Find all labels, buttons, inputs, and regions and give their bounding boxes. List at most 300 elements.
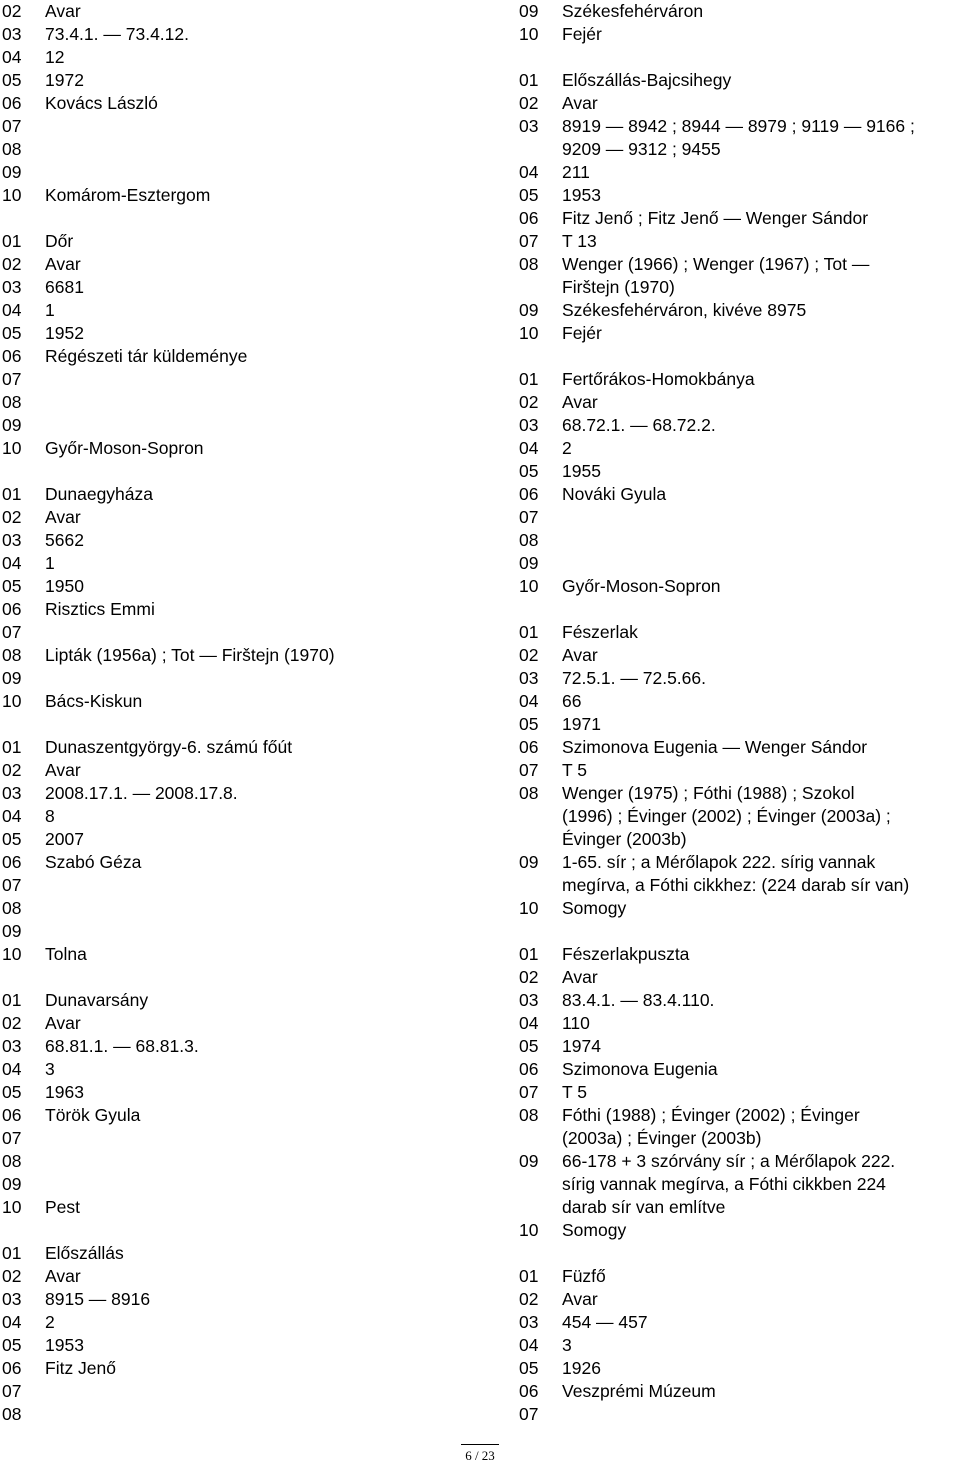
field-code: 08	[2, 1151, 22, 1171]
record-field-row	[2, 529, 502, 552]
record-entry	[2, 230, 502, 460]
field-value: T 5	[562, 760, 587, 780]
record-field-row	[2, 184, 502, 207]
field-value	[45, 621, 502, 644]
record-field-row	[519, 529, 960, 552]
field-value: 8919 — 8942 ; 8944 — 8979 ; 9119 — 9166 ; 9209 — 9312 ; 9455	[562, 116, 915, 159]
record-field-row	[2, 69, 502, 92]
record-field-row	[2, 23, 502, 46]
field-value	[45, 414, 502, 437]
record-field-row	[519, 161, 960, 184]
field-code: 07	[519, 507, 539, 527]
field-value: Fóthi (1988) ; Évinger (2002) ; Évinger (2003a) ; Évinger (2003b)	[562, 1105, 860, 1148]
field-value: Fészerlakpuszta	[562, 944, 690, 964]
field-code: 03	[519, 116, 539, 136]
field-code: 04	[519, 1013, 539, 1033]
field-value: 66-178 + 3 szórvány sír ; a Mérőlapok 222. sírig vannak megírva, a Fóthi cikkben 224 darab sír van említve	[562, 1151, 896, 1217]
record-field-row	[2, 736, 502, 759]
field-value	[45, 368, 502, 391]
field-code: 07	[2, 622, 22, 642]
field-value: 73.4.1. — 73.4.12.	[45, 24, 189, 44]
field-code: 10	[2, 944, 22, 964]
field-value: 211	[562, 162, 590, 182]
field-value	[45, 1380, 502, 1403]
record-field-row	[2, 1196, 502, 1219]
field-value	[45, 1173, 502, 1196]
field-value: 72.5.1. — 72.5.66.	[562, 668, 706, 688]
field-code: 01	[519, 70, 539, 90]
record-field-row	[2, 46, 502, 69]
record-field-row	[519, 1104, 960, 1150]
record-field-row	[519, 966, 960, 989]
field-value	[562, 552, 960, 575]
field-value	[562, 506, 960, 529]
record-field-row	[519, 437, 960, 460]
record-field-row	[519, 552, 960, 575]
page-number: 6 / 23	[461, 1444, 499, 1467]
record-field-row	[519, 207, 960, 230]
record-field-row	[2, 644, 502, 667]
field-code: 02	[2, 1266, 22, 1286]
record-field-row	[2, 690, 502, 713]
record-field-row	[519, 1150, 960, 1219]
record-field-row	[2, 276, 502, 299]
field-value: Fejér	[562, 323, 602, 343]
field-value: Wenger (1975) ; Fóthi (1988) ; Szokol (1996) ; Évinger (2002) ; Évinger (2003a) ; Évinger (2003b)	[562, 783, 891, 849]
record-field-row	[2, 598, 502, 621]
field-code: 02	[519, 967, 539, 987]
field-code: 03	[519, 1312, 539, 1332]
record-field-row	[2, 1311, 502, 1334]
field-code: 09	[2, 1174, 22, 1194]
field-code: 05	[519, 461, 539, 481]
field-code: 10	[519, 24, 539, 44]
record-field-row	[2, 1288, 502, 1311]
field-code: 04	[519, 162, 539, 182]
record-field-row	[519, 1288, 960, 1311]
field-value: 12	[45, 47, 65, 67]
record-field-row	[2, 391, 502, 414]
field-code: 02	[2, 507, 22, 527]
record-field-row	[2, 759, 502, 782]
field-code: 05	[519, 185, 539, 205]
record-field-row	[519, 115, 960, 161]
field-code: 10	[519, 323, 539, 343]
field-value: Nováki Gyula	[562, 484, 667, 504]
field-value	[45, 897, 502, 920]
record-field-row	[519, 0, 960, 23]
field-value: Szimonova Eugenia	[562, 1059, 718, 1079]
field-code: 05	[2, 70, 22, 90]
field-value: Füzfő	[562, 1266, 606, 1286]
field-value: Avar	[562, 93, 598, 113]
record-entry	[519, 0, 960, 46]
field-value	[45, 920, 502, 943]
record-entry	[2, 0, 502, 207]
field-code: 05	[2, 1335, 22, 1355]
field-code: 06	[519, 1059, 539, 1079]
record-field-row	[519, 1219, 960, 1242]
field-value: Wenger (1966) ; Wenger (1967) ; Tot — Firštejn (1970)	[562, 254, 870, 297]
field-value: 6681	[45, 277, 84, 297]
field-code: 07	[2, 369, 22, 389]
field-code: 04	[2, 1059, 22, 1079]
record-field-row	[2, 161, 502, 184]
left-column	[2, 0, 502, 1426]
field-value: Avar	[562, 967, 598, 987]
record-field-row	[519, 943, 960, 966]
field-code: 09	[519, 1151, 539, 1171]
field-value: Avar	[45, 760, 81, 780]
record-field-row	[519, 1012, 960, 1035]
field-code: 10	[519, 898, 539, 918]
field-code: 02	[2, 254, 22, 274]
field-value: Komárom-Esztergom	[45, 185, 211, 205]
field-code: 05	[519, 1036, 539, 1056]
field-code: 03	[519, 415, 539, 435]
field-code: 02	[519, 1289, 539, 1309]
field-code: 05	[2, 1082, 22, 1102]
field-value: 68.72.1. — 68.72.2.	[562, 415, 716, 435]
record-field-row	[2, 230, 502, 253]
record-field-row	[2, 0, 502, 23]
field-code: 10	[519, 1220, 539, 1240]
field-value	[45, 161, 502, 184]
record-field-row	[2, 805, 502, 828]
record-field-row	[2, 322, 502, 345]
field-value: T 13	[562, 231, 597, 251]
record-field-row	[519, 460, 960, 483]
record-field-row	[519, 782, 960, 851]
field-value: Somogy	[562, 898, 627, 918]
record-field-row	[2, 1403, 502, 1426]
record-field-row	[519, 506, 960, 529]
field-code: 04	[2, 1312, 22, 1332]
record-entry	[2, 483, 502, 713]
record-field-row	[519, 713, 960, 736]
field-value	[562, 1403, 960, 1426]
field-value: Török Gyula	[45, 1105, 141, 1125]
field-code: 04	[519, 1335, 539, 1355]
field-code: 03	[519, 990, 539, 1010]
field-code: 07	[2, 875, 22, 895]
field-value: Szimonova Eugenia — Wenger Sándor	[562, 737, 868, 757]
record-field-row	[519, 1380, 960, 1403]
field-code: 08	[2, 645, 22, 665]
field-code: 01	[519, 369, 539, 389]
record-entry	[2, 1242, 502, 1426]
record-field-row	[2, 1104, 502, 1127]
record-field-row	[2, 1035, 502, 1058]
record-field-row	[2, 1334, 502, 1357]
record-field-row	[2, 989, 502, 1012]
record-field-row	[519, 253, 960, 299]
field-code: 01	[519, 1266, 539, 1286]
record-entry	[519, 621, 960, 920]
record-field-row	[2, 897, 502, 920]
field-code: 02	[519, 93, 539, 113]
field-value: 2	[45, 1312, 55, 1332]
field-value	[45, 1150, 502, 1173]
field-value: Avar	[562, 645, 598, 665]
field-value: Előszállás-Bajcsihegy	[562, 70, 732, 90]
record-field-row	[2, 1265, 502, 1288]
field-code: 09	[2, 415, 22, 435]
record-field-row	[2, 828, 502, 851]
record-field-row	[519, 23, 960, 46]
field-code: 03	[2, 530, 22, 550]
record-field-row	[519, 322, 960, 345]
record-entry	[2, 989, 502, 1219]
field-value: Avar	[562, 392, 598, 412]
field-code: 05	[2, 829, 22, 849]
field-value	[45, 874, 502, 897]
field-value: 1953	[562, 185, 601, 205]
record-field-row	[2, 1081, 502, 1104]
record-entry	[519, 368, 960, 598]
field-code: 04	[2, 806, 22, 826]
field-code: 02	[2, 1013, 22, 1033]
field-code: 05	[519, 1358, 539, 1378]
record-field-row	[519, 667, 960, 690]
record-field-row	[2, 667, 502, 690]
field-code: 02	[519, 392, 539, 412]
field-code: 07	[519, 760, 539, 780]
field-code: 02	[2, 1, 22, 21]
field-value: 1926	[562, 1358, 601, 1378]
field-value: Fejér	[562, 24, 602, 44]
field-value: Avar	[45, 1266, 81, 1286]
field-code: 08	[519, 783, 539, 803]
record-field-row	[519, 368, 960, 391]
record-field-row	[519, 897, 960, 920]
record-entry	[2, 736, 502, 966]
record-field-row	[519, 759, 960, 782]
record-field-row	[2, 1357, 502, 1380]
field-value: 8915 — 8916	[45, 1289, 151, 1309]
field-value: Somogy	[562, 1220, 627, 1240]
field-value: 110	[562, 1013, 590, 1033]
field-code: 10	[519, 576, 539, 596]
field-value: Székesfehérváron	[562, 1, 704, 21]
field-code: 10	[2, 438, 22, 458]
record-field-row	[519, 69, 960, 92]
field-value: 1974	[562, 1036, 601, 1056]
record-field-row	[519, 851, 960, 897]
field-value: 1952	[45, 323, 84, 343]
record-field-row	[2, 943, 502, 966]
field-code: 01	[519, 622, 539, 642]
record-field-row	[519, 299, 960, 322]
record-entry	[519, 69, 960, 345]
field-value: Avar	[45, 507, 81, 527]
field-value: Előszállás	[45, 1243, 124, 1263]
field-code: 06	[2, 599, 22, 619]
field-code: 04	[2, 47, 22, 67]
record-field-row	[2, 115, 502, 138]
right-column	[519, 0, 960, 1426]
record-field-row	[519, 575, 960, 598]
field-code: 06	[2, 346, 22, 366]
field-code: 09	[519, 1, 539, 21]
field-value: 1	[45, 300, 55, 320]
field-code: 03	[2, 277, 22, 297]
field-value: 3	[45, 1059, 55, 1079]
field-code: 01	[2, 990, 22, 1010]
field-value: 1953	[45, 1335, 84, 1355]
record-field-row	[519, 391, 960, 414]
record-field-row	[519, 230, 960, 253]
field-value: Pest	[45, 1197, 81, 1217]
record-field-row	[519, 1311, 960, 1334]
record-entry	[519, 943, 960, 1242]
record-field-row	[519, 621, 960, 644]
field-value	[562, 529, 960, 552]
field-code: 10	[2, 1197, 22, 1217]
field-value: Kovács László	[45, 93, 158, 113]
field-code: 08	[2, 1404, 22, 1424]
field-value: Szabó Géza	[45, 852, 142, 872]
field-code: 04	[2, 553, 22, 573]
record-field-row	[2, 253, 502, 276]
page-footer	[0, 1444, 960, 1467]
field-code: 08	[2, 139, 22, 159]
field-code: 03	[2, 24, 22, 44]
field-value: 2007	[45, 829, 84, 849]
field-value: 2	[562, 438, 572, 458]
field-code: 01	[2, 737, 22, 757]
field-code: 02	[2, 760, 22, 780]
field-code: 07	[519, 1082, 539, 1102]
record-field-row	[519, 1058, 960, 1081]
field-value: Avar	[45, 1, 81, 21]
field-value: Tolna	[45, 944, 87, 964]
field-code: 04	[519, 691, 539, 711]
record-field-row	[519, 483, 960, 506]
field-code: 05	[519, 714, 539, 734]
field-code: 10	[2, 691, 22, 711]
field-code: 09	[2, 162, 22, 182]
record-field-row	[519, 1403, 960, 1426]
field-value: Bács-Kiskun	[45, 691, 143, 711]
field-code: 08	[519, 254, 539, 274]
record-field-row	[519, 92, 960, 115]
field-value: 66	[562, 691, 582, 711]
record-field-row	[2, 506, 502, 529]
record-field-row	[2, 1242, 502, 1265]
field-value	[45, 1403, 502, 1426]
field-value: T 5	[562, 1082, 587, 1102]
field-code: 09	[2, 668, 22, 688]
field-code: 07	[2, 1381, 22, 1401]
field-code: 06	[519, 737, 539, 757]
field-code: 08	[2, 392, 22, 412]
field-value: Veszprémi Múzeum	[562, 1381, 716, 1401]
field-code: 05	[2, 323, 22, 343]
field-code: 03	[519, 668, 539, 688]
field-code: 07	[519, 1404, 539, 1424]
record-field-row	[2, 414, 502, 437]
record-field-row	[2, 1173, 502, 1196]
field-code: 08	[519, 1105, 539, 1125]
record-field-row	[519, 1334, 960, 1357]
field-code: 08	[519, 530, 539, 550]
field-code: 01	[2, 231, 22, 251]
record-field-row	[2, 1058, 502, 1081]
record-field-row	[519, 1357, 960, 1380]
field-code: 10	[2, 185, 22, 205]
record-field-row	[2, 368, 502, 391]
field-value: 454 — 457	[562, 1312, 648, 1332]
record-field-row	[519, 989, 960, 1012]
field-value: 1963	[45, 1082, 84, 1102]
field-code: 06	[519, 484, 539, 504]
field-code: 04	[519, 438, 539, 458]
field-code: 07	[2, 116, 22, 136]
field-value: 1-65. sír ; a Mérőlapok 222. sírig vannak megírva, a Fóthi cikkhez: (224 darab sír van)	[562, 852, 910, 895]
field-value: Székesfehérváron, kivéve 8975	[562, 300, 807, 320]
record-field-row	[2, 851, 502, 874]
record-field-row	[2, 874, 502, 897]
field-value: 1	[45, 553, 55, 573]
field-value: Győr-Moson-Sopron	[562, 576, 721, 596]
field-code: 09	[519, 553, 539, 573]
field-code: 03	[2, 783, 22, 803]
field-value: Dőr	[45, 231, 74, 251]
field-value	[45, 667, 502, 690]
field-value: 68.81.1. — 68.81.3.	[45, 1036, 199, 1056]
record-field-row	[2, 138, 502, 161]
field-value: Risztics Emmi	[45, 599, 155, 619]
field-code: 06	[519, 1381, 539, 1401]
record-field-row	[2, 483, 502, 506]
record-field-row	[519, 1265, 960, 1288]
record-field-row	[2, 621, 502, 644]
field-value	[45, 115, 502, 138]
record-field-row	[2, 1012, 502, 1035]
field-code: 03	[2, 1036, 22, 1056]
field-value: Lipták (1956a) ; Tot — Firštejn (1970)	[45, 645, 335, 665]
record-field-row	[519, 1081, 960, 1104]
record-field-row	[2, 92, 502, 115]
field-code: 09	[519, 300, 539, 320]
record-field-row	[2, 552, 502, 575]
record-field-row	[519, 184, 960, 207]
field-value: 3	[562, 1335, 572, 1355]
field-value: Fertőrákos-Homokbánya	[562, 369, 755, 389]
field-code: 01	[519, 944, 539, 964]
field-code: 06	[519, 208, 539, 228]
field-code: 05	[2, 576, 22, 596]
record-entry	[519, 1265, 960, 1426]
field-value: 2008.17.1. — 2008.17.8.	[45, 783, 238, 803]
field-code: 01	[2, 484, 22, 504]
field-code: 06	[2, 852, 22, 872]
record-field-row	[519, 736, 960, 759]
field-value: Avar	[45, 1013, 81, 1033]
field-value: 1950	[45, 576, 84, 596]
field-code: 01	[2, 1243, 22, 1263]
field-value: Dunavarsány	[45, 990, 149, 1010]
field-code: 03	[2, 1289, 22, 1309]
field-value	[45, 138, 502, 161]
field-value: Avar	[562, 1289, 598, 1309]
field-code: 09	[2, 921, 22, 941]
field-code: 07	[519, 231, 539, 251]
record-field-row	[2, 575, 502, 598]
field-value: Dunaszentgyörgy-6. számú főút	[45, 737, 293, 757]
record-field-row	[2, 299, 502, 322]
